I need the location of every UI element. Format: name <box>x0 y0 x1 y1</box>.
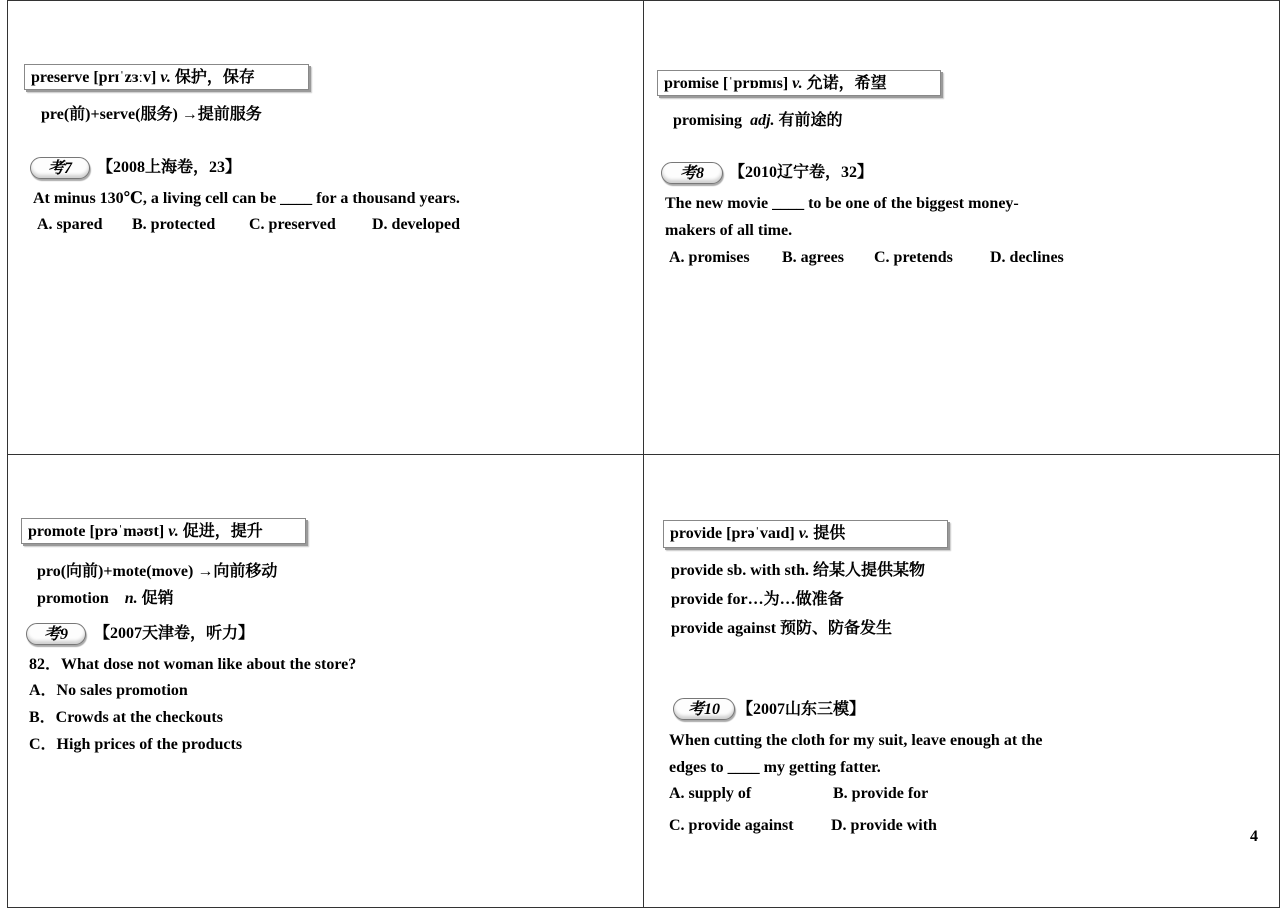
question-text: At minus 130℃, a living cell can be ____ for a thousand years. <box>33 190 460 207</box>
word-note: pre(前)+serve(服务) →提前服务 <box>41 106 262 123</box>
option-c: C. preserved <box>249 216 336 233</box>
exam-badge: 考10 <box>673 698 735 720</box>
word-box-provide <box>663 520 948 548</box>
word-headword: provide [prəˈvaɪd] <box>670 525 795 542</box>
word-pos: v. <box>792 75 803 92</box>
usage-note-2: provide for…为…做准备 <box>671 591 844 608</box>
derived-word-line <box>37 589 174 609</box>
page-number: 4 <box>1250 828 1258 845</box>
word-pos: v. <box>798 525 810 542</box>
word-note <box>673 111 843 131</box>
exam-source: 【2008上海卷，23】 <box>97 159 242 176</box>
word-headword: preserve [prɪˈzɜːv] <box>31 69 157 86</box>
exam-badge: 考7 <box>30 157 90 179</box>
word-meaning: 允诺，希望 <box>806 75 887 92</box>
usage-note-3: provide against 预防、防备发生 <box>671 620 893 637</box>
question-text: 82．What dose not woman like about the store? <box>29 656 357 673</box>
word-headword: promote [prəˈməʊt] <box>28 523 165 540</box>
option-b: B．Crowds at the checkouts <box>29 709 223 726</box>
word-meaning: 促进，提升 <box>182 523 263 540</box>
option-a: A．No sales promotion <box>29 682 188 699</box>
derived-pos: adj. <box>750 112 775 129</box>
option-c: C. pretends <box>874 249 953 266</box>
word-box-preserve <box>24 64 309 90</box>
exam-badge: 考8 <box>661 162 723 184</box>
word-meaning: 保护，保存 <box>174 69 255 86</box>
word-box-promise <box>657 70 941 96</box>
option-a: A. spared <box>37 216 103 233</box>
usage-note-1: provide sb. with sth. 给某人提供某物 <box>671 562 925 579</box>
option-b: B. agrees <box>782 249 844 266</box>
option-a: A. supply of <box>669 785 752 802</box>
word-meaning: 提供 <box>813 525 846 542</box>
option-a: A. promises <box>669 249 750 266</box>
option-b: B. provide for <box>833 785 929 802</box>
word-pos: v. <box>160 69 171 86</box>
word-note: pro(向前)+mote(move) →向前移动 <box>37 563 278 580</box>
option-b: B. protected <box>132 216 216 233</box>
derived-meaning: 有前途的 <box>778 112 843 129</box>
exam-badge: 考9 <box>26 623 86 645</box>
option-c: C. provide against <box>669 817 794 834</box>
question-text-line1: When cutting the cloth for my suit, leave enough at the <box>669 732 1043 749</box>
exam-source: 【2007山东三模】 <box>737 701 866 718</box>
option-d: D. declines <box>990 249 1064 266</box>
question-text-line2: makers of all time. <box>665 222 793 239</box>
exam-source: 【2010辽宁卷，32】 <box>729 164 874 181</box>
word-box-promote <box>21 518 306 544</box>
question-text-line1: The new movie ____ to be one of the biggest money- <box>665 195 1019 212</box>
derived-word: promotion <box>37 590 109 607</box>
option-c: C．High prices of the products <box>29 736 243 753</box>
derived-meaning: 促销 <box>141 590 174 607</box>
derived-word: promising <box>673 112 743 129</box>
word-headword: promise [ˈprɒmɪs] <box>664 75 789 92</box>
derived-pos: n. <box>124 590 138 607</box>
exam-source: 【2007天津卷，听力】 <box>94 625 255 642</box>
horizontal-divider <box>7 454 1280 455</box>
option-d: D. provide with <box>831 817 937 834</box>
question-text-line2: edges to ____ my getting fatter. <box>669 759 881 776</box>
word-pos: v. <box>168 523 179 540</box>
option-d: D. developed <box>372 216 460 233</box>
